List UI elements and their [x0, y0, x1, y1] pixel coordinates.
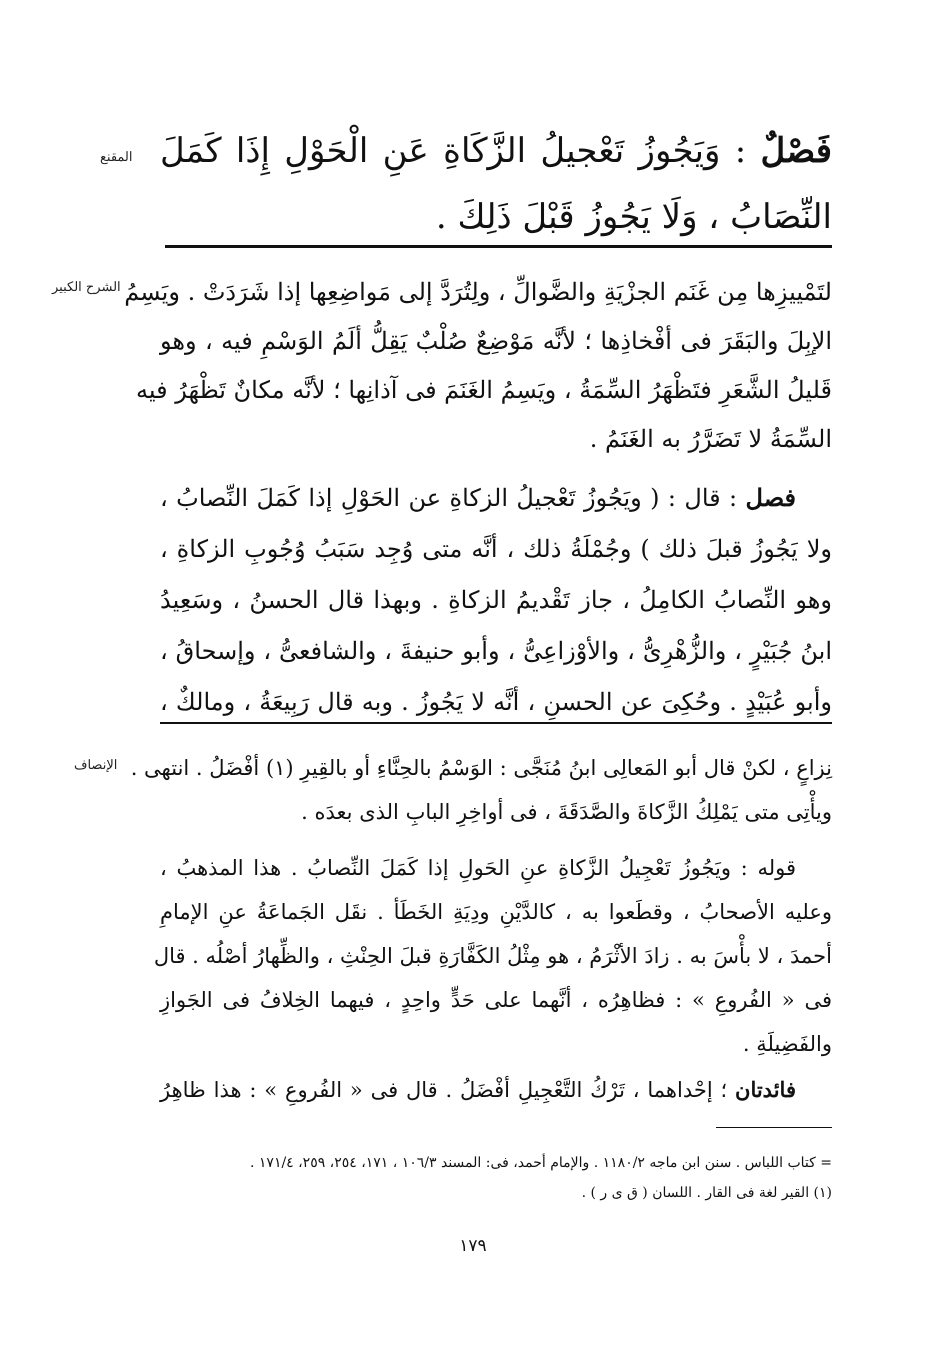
sharh-paragraph-2 [160, 472, 832, 728]
insaf-line: فى « الفُروعِ » : فظاهِرُه ، أنَّهما على حَدٍّ واحِدٍ ، فيهما الخِلافُ فى الجَوازِ [160, 988, 832, 1012]
sharh-paragraph-1 [124, 268, 832, 464]
insaf-line-text: ؛ إحْداهما ، تَرْكُ التَّعْجِيلِ أفْضَلُ . قال فى « الفُروعِ » : هذا ظاهِرُ [160, 1078, 728, 1102]
insaf-paragraph-3 [160, 1068, 832, 1112]
margin-label-muqni: المقنع [100, 150, 133, 165]
footnote: (١) القير لغة فى القار . اللسان ( ق ى ر ) . [581, 1185, 832, 1201]
footnotes [160, 1148, 832, 1208]
sharh-line: ابنُ جُبَيْرٍ ، والزُّهْرِىُّ ، والأوْزاعِىُّ ، وأبو حنيفةَ ، والشافعىُّ ، وإسحاقُ ، [160, 637, 832, 665]
insaf-line: قوله : ويَجُوزُ تَعْجِيلُ الزَّكاةِ عنِ الحَولِ إذا كَمَلَ النِّصابُ . هذا المذهبُ ، [160, 856, 796, 880]
sharh-line-text: : قال : ( ويَجُوزُ تَعْجيلُ الزكاةِ عن الحَوْلِ إذا كَمَلَ النِّصابُ ، [160, 484, 738, 512]
sharh-fasl-lead: فصل [745, 483, 796, 512]
insaf-paragraph-1 [130, 746, 832, 834]
insaf-faidatan-lead: فائدتان [735, 1077, 796, 1102]
margin-label-insaf: الإنصاف [74, 758, 118, 773]
sharh-line: الإبِلَ والبَقَرَ فى أفْخاذِها ؛ لأنَّه مَوْضِعٌ صُلْبٌ يَقِلُّ ألَمُ الوَسْمِ فيه ، وهو [160, 327, 832, 355]
insaf-line: وعليه الأصحابُ ، وقطَعوا به ، كالدَّيْنِ ودِيَةِ الخَطَأ . نقَل الجَماعَةُ عنِ الإمامِ [160, 900, 832, 924]
insaf-paragraph-2 [153, 846, 832, 1066]
sharh-line: لتَمْييزِها مِن غَنَم الجزْيَةِ والضَّوالِّ ، ولِتُرَدَّ إلى مَواضِعِها إذا شَرَدَتْ . ويَسِمُ [124, 278, 832, 306]
muqni-line [160, 118, 832, 184]
muqni-lead: فَصْلٌ [760, 131, 833, 171]
muqni-line: النِّصَابُ ، وَلَا يَجُوزُ قَبْلَ ذَلِكَ . [435, 197, 832, 237]
sharh-line: السِّمَةُ لا تَضَرَّرُ به الغَنَمُ . [589, 425, 832, 453]
sharh-line: ولا يَجُوزُ قبلَ ذلك ) وجُمْلَةُ ذلك ، أنَّه متى وُجِد سَبَبُ وُجُوبِ الزكاةِ ، [160, 535, 832, 563]
sharh-line: قَليلُ الشَّعَرِ فتَظْهَرُ السِّمَةُ ، ويَسِمُ الغَنَمَ فى آذانِها ؛ لأنَّه مكانٌ تَظْهَرُ فيه [136, 376, 832, 404]
insaf-line: ويأْتِى متى يَمْلِكُ الزَّكاةَ والصَّدَقَةَ ، فى أواخِرِ البابِ الذى بعدَه . [301, 800, 832, 824]
insaf-line [160, 1068, 832, 1112]
margin-label-sharh: الشرح الكبير [52, 280, 121, 295]
muqni-text [160, 118, 832, 250]
footnote-divider [716, 1127, 832, 1128]
sharh-line: وأبو عُبَيْدٍ . وحُكِىَ عن الحسنِ ، أنَّه لا يَجُوزُ . وبه قال رَبِيعَةُ ، ومالكٌ ، [160, 688, 832, 716]
insaf-line: أحمدَ ، لا بأْسَ به . زادَ الأثْرَمُ ، هو مِثْلُ الكَفَّارَةِ قبلَ الحِنْثِ ، والظِّهارُ أصْلُه . قال [153, 944, 832, 968]
insaf-line: والفَضِيلَةِ . [742, 1032, 832, 1056]
sharh-line [160, 472, 832, 524]
page-number: ١٧٩ [459, 1236, 487, 1256]
insaf-line: نِزاعٍ ، لكنْ قال أبو المَعالِى ابنُ مُنَجَّى : الوَسْمُ بالحِنَّاءِ أو بالقِيرِ (١) أفْضَلُ . انتهى . [130, 756, 832, 780]
section-divider [165, 245, 832, 248]
muqni-line-text: : وَيَجُوزُ تَعْجيلُ الزَّكَاةِ عَنِ الْحَوْلِ إِذَا كَمَلَ [160, 131, 747, 171]
footnote: = كتاب اللباس . سنن ابن ماجه ١١٨٠/٢ . والإمام أحمد، فى: المسند ١٠٦/٣ ، ١٧١، ٢٥٤، ٢٥٩، ١٧١/٤ . [250, 1155, 832, 1171]
section-divider [160, 722, 832, 724]
sharh-line: وهو النِّصابُ الكامِلُ ، جاز تَقْديمُ الزكاةِ . وبهذا قال الحسنُ ، وسَعِيدُ [160, 586, 832, 614]
